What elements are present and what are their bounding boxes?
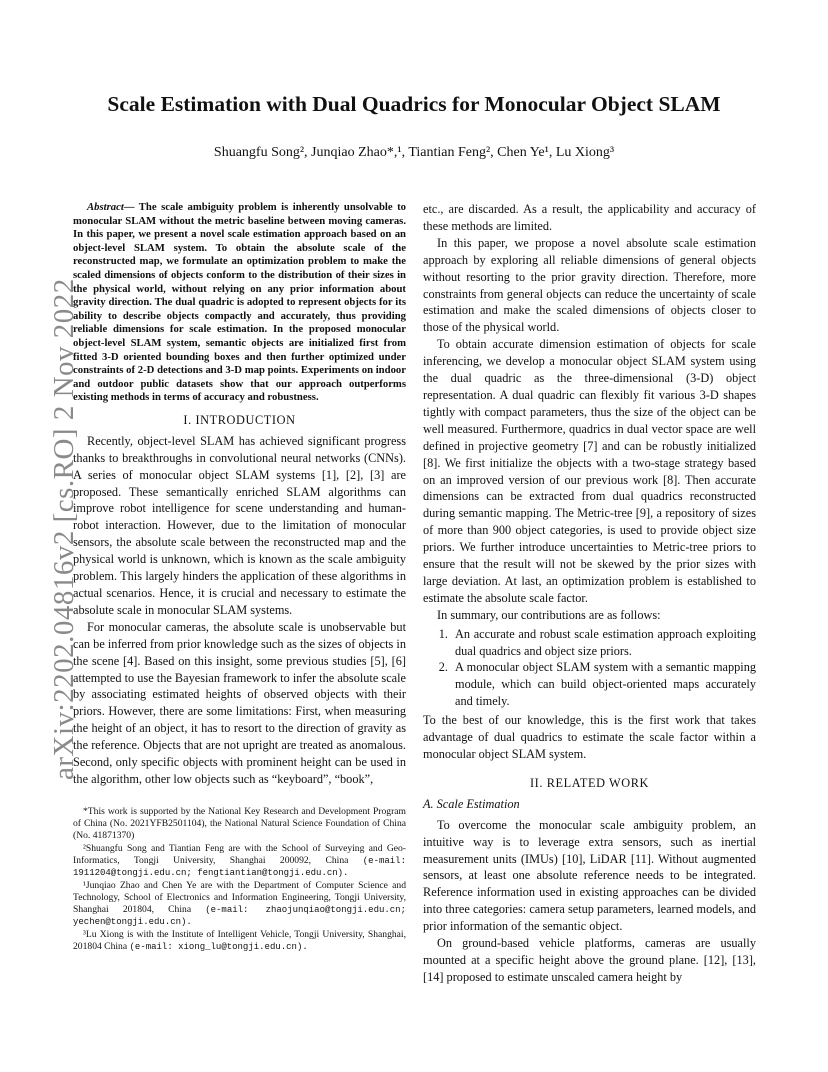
intro-paragraph-2: For monocular cameras, the absolute scale is unobservable but can be inferred from prior knowledge such as the sizes of objects in the scene [4]. Based on this insight, some previous studies [5], [6] attempted to use the Bayesian framework to infer the absolute scale by associating estimated heights of observed objects with their priors. However, there are some limitations: First, when measuring the height of an object, it has to resort to the direction of gravity as the reference. Objects that are not upright are treated as anomalous. Second, only specific objects with prominent height can be used in the algorithm, other low objects such as “keyboard”, “book”, [73,619,406,786]
related-paragraph-1: To overcome the monocular scale ambiguity problem, an intuitive way is to leverage extra sensors, such as inertial measurement units (IMUs) [10], LiDAR [11]. Without augmented sensors, at least one absolute reference needs to be integrated. Reference information used in existing approaches can be divided into three categories: camera setup parameters, learned models, and prior information of the semantic object. [423,817,756,934]
footnote-affiliation-3 [73,929,406,953]
abstract-label: Abstract— [87,201,135,213]
footnote-affiliation-1-text: ¹Junqiao Zhao and Chen Ye are with the Department of Computer Science and Technology, School of Electronics and Information Engineering, Tongji University, Shanghai 201804, China [73,879,406,915]
abstract-body: The scale ambiguity problem is inherently unsolvable to monocular SLAM without the metric baseline between moving cameras. In this paper, we present a novel scale estimation approach based on an object-level SLAM system. To obtain the absolute scale of the reconstructed map, we formulate an optimization problem to make the scaled dimensions of objects conform to the distribution of their sizes in the physical world, without relying on any prior information about gravity direction. The dual quadric is adopted to represent objects for its ability to describe objects compactly and accurately, thus providing reliable dimensions for scale estimation. In the proposed monocular object-level SLAM system, semantic objects are initialized first from fitted 3-D oriented bounding boxes and then further optimized under constraints of 2-D detections and 3-D map points. Experiments on indoor and outdoor public datasets show that our approach outperforms existing methods in terms of accuracy and robustness. [73,201,406,404]
contribution-item: 2. A monocular object SLAM system with a semantic mapping module, which can build object-oriented maps accurately and timely. [451,659,756,710]
intro-paragraph-6: To the best of our knowledge, this is the first work that takes advantage of dual quadrics to estimate the scale factor within a monocular object SLAM system. [423,713,756,761]
right-column [423,201,756,986]
footnote-affiliation-1-email: (e-mail: zhaojunqiao@tongji.edu.cn; yechen@tongji.edu.cn). [73,904,406,927]
intro-paragraph-3: In this paper, we propose a novel absolute scale estimation approach by exploring all reliable dimensions of general objects without resorting to the prior gravity direction. Therefore, more constraints from general objects can reduce the uncertainty of scale estimation and make the scaled dimensions of objects closer to those of the physical world. [423,235,756,335]
intro-paragraph-2-continued: etc., are discarded. As a result, the applicability and accuracy of these methods are limited. [423,202,756,233]
section-heading-introduction: I. INTRODUCTION [183,412,296,427]
footnote-affiliation-3-text: ³Lu Xiong is with the Institute of Intelligent Vehicle, Tongji University, Shanghai, 201804 China [73,928,406,952]
footnote-affiliation-2-email: (e-mail: 1911204@tongji.edu.cn; fengtiantian@tongji.edu.cn). [73,855,406,878]
arxiv-identifier: arXiv:2202.04816v2 [cs.RO] 2 Nov 2022 [48,278,80,780]
intro-paragraph-5: In summary, our contributions are as follows: [437,607,661,622]
intro-paragraph-4: To obtain accurate dimension estimation of objects for scale inferencing, we develop a monocular object SLAM system using the dual quadric as the three-dimensional (3-D) object representation. A dual quadric can flexibly fit various 3-D shapes tightly with compact parameters, thus the size of the object can be well measured. Furthermore, quadrics in dual vector space are well defined in projective geometry [7] and can be robustly initialized [8]. We first initialize the objects with a two-stage strategy based on an improved version of our previous work [8]. Then accurate dimensions can be extracted from dual quadrics reconstructed during semantic mapping. The Metric-tree [9], a repository of sizes of more than 900 object categories, is used to provide object size priors. We further introduce uncertainties to Metric-tree priors to ensure that the result will not be skewed by the prior sizes with large deviation. At last, an optimization problem is established to estimate the absolute scale factor. [423,337,756,605]
section-heading-related-work: II. RELATED WORK [529,775,649,790]
contribution-item: 1. An accurate and robust scale estimation approach exploiting dual quadrics and object size priors. [451,626,756,660]
footnote-affiliation-2-text: ²Shuangfu Song and Tiantian Feng are with the School of Surveying and Geo-Informatics, Tongji University, Shanghai 200092, China [73,842,406,866]
related-paragraph-2: On ground-based vehicle platforms, cameras are usually mounted at a specific height above the ground plane. [12], [13], [14] proposed to estimate unscaled camera height by [423,936,756,984]
footnote-affiliation-1 [73,880,406,928]
left-column [73,201,406,954]
footnote-affiliation-3-email: (e-mail: xiong_lu@tongji.edu.cn). [129,941,308,952]
abstract [73,201,406,405]
arxiv-sidebar [8,260,80,780]
intro-paragraph-1: Recently, object-level SLAM has achieved significant progress thanks to breakthroughs in convolutional neural networks (CNNs). A series of monocular object SLAM systems [1], [2], [3] are proposed. These semantically enriched SLAM algorithms can improve robot intelligence for scene understanding and human-robot interaction. However, due to the limitation of monocular sensors, the absolute scale between the reconstructed map and the physical world is unknown, which is known as the scale ambiguity problem. This largely hinders the application of these algorithms in actual scenarios. Hence, it is crucial and necessary to estimate the absolute scale in monocular SLAM systems. [73,433,406,617]
subsection-heading-scale-estimation: A. Scale Estimation [423,796,520,811]
paper-title: Scale Estimation with Dual Quadrics for Monocular Object SLAM [107,92,721,116]
footnote-funding: *This work is supported by the National Key Research and Development Program of China (No. 2021YFB2501104), the National Natural Science Foundation of China (No. 41871370) [73,805,406,841]
footnotes [73,806,406,953]
author-list: Shuangfu Song², Junqiao Zhao*,¹, Tiantian Feng², Chen Ye¹, Lu Xiong³ [213,145,615,160]
contribution-list [423,626,756,711]
footnote-affiliation-2 [73,843,406,879]
